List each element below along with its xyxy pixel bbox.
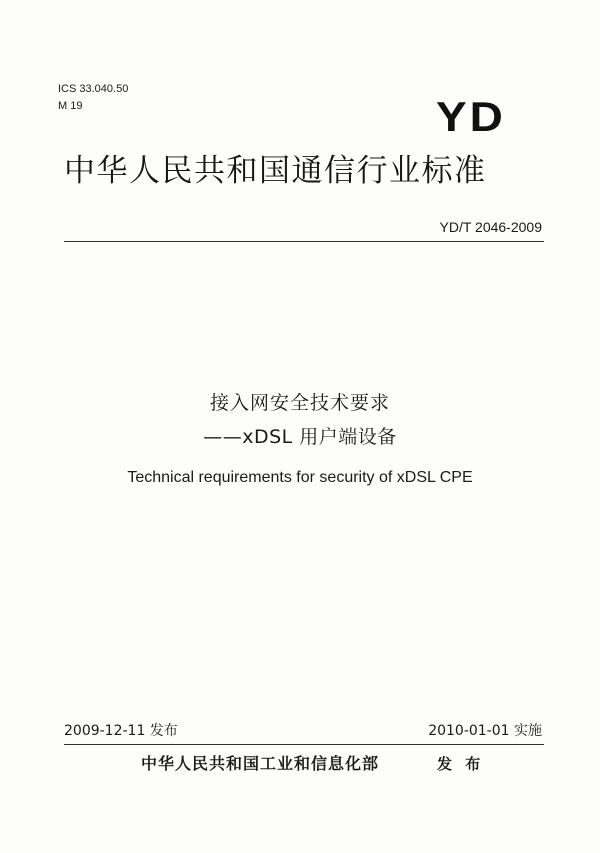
footer-divider [64,744,544,745]
classification-code: M 19 [58,100,83,112]
document-subtitle-chinese: ——xDSL 用户端设备 [203,426,397,448]
standard-code: YD/T 2046-2009 [439,219,542,235]
document-title-chinese: 接入网安全技术要求 [209,392,390,414]
issue-date: 2009-12-11 发布 [64,723,178,739]
issued-label: 发 布 [437,755,485,773]
yd-logo: YD [436,93,506,141]
implementation-date: 2010-01-01 实施 [428,723,542,739]
ics-code: ICS 33.040.50 [58,83,129,95]
header-divider [64,241,544,242]
issuing-authority: 中华人民共和国工业和信息化部 [141,754,380,773]
standard-title: 中华人民共和国通信行业标准 [64,153,487,189]
document-title-english: Technical requirements for security of xDSL CPE [127,469,473,486]
